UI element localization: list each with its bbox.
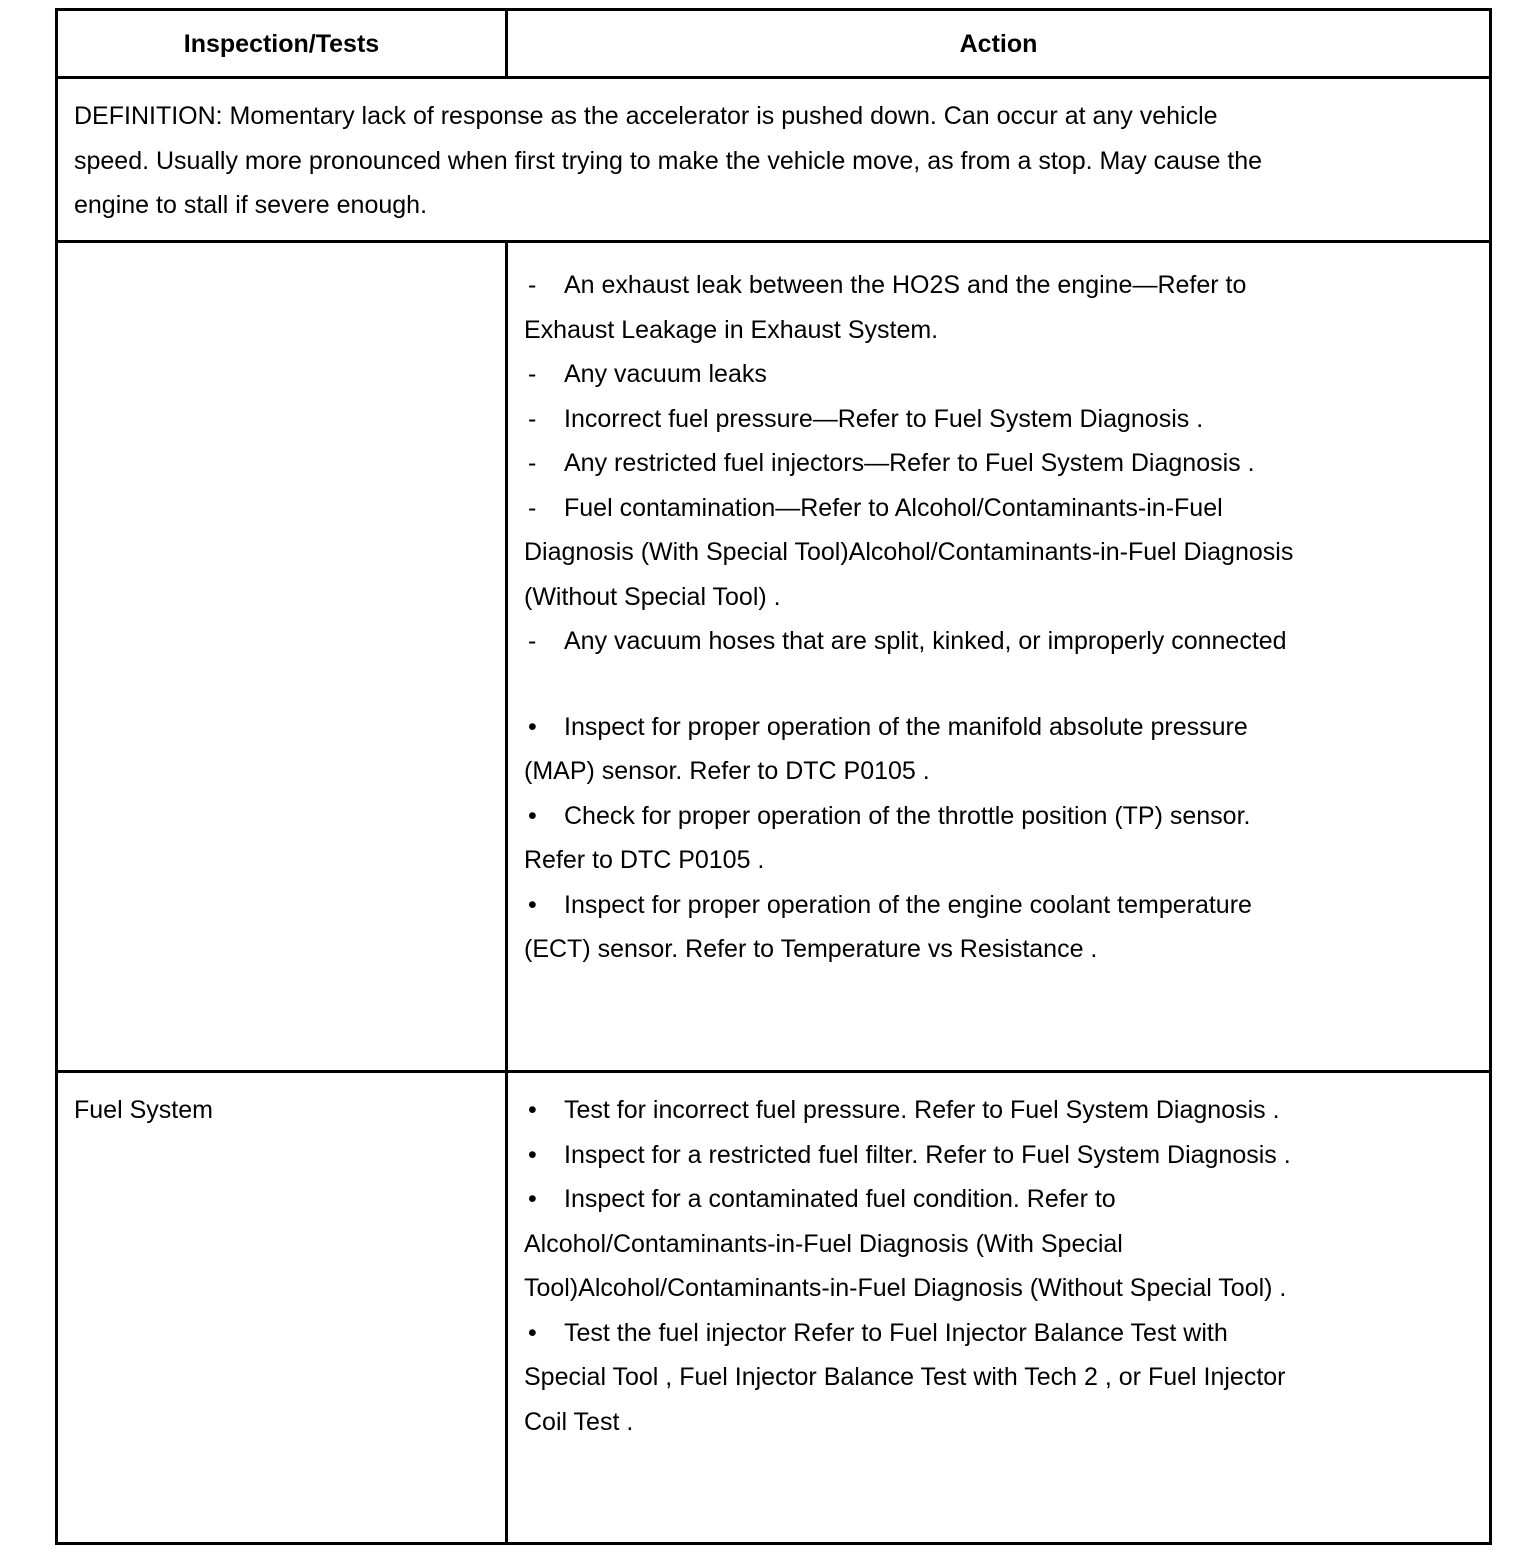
group-gap: [524, 664, 1293, 705]
row-divider: [56, 1070, 1492, 1073]
dash-marker: -: [528, 360, 537, 388]
action-line: [524, 838, 1293, 883]
action-text: Special Tool , Fuel Injector Balance Test with Tech 2 , or Fuel Injector: [524, 1363, 1286, 1391]
action-text: (ECT) sensor. Refer to Temperature vs Resistance .: [524, 935, 1098, 963]
row-2-inspection: Fuel System: [74, 1096, 213, 1124]
action-text: Incorrect fuel pressure—Refer to Fuel System Diagnosis .: [564, 404, 1204, 433]
action-text: Any vacuum hoses that are split, kinked, or improperly connected: [564, 627, 1287, 655]
table-border-right: [1489, 8, 1492, 1545]
row-1-action: [524, 263, 1293, 972]
bullet-icon: •: [528, 1185, 537, 1213]
action-line: [524, 1311, 1291, 1356]
action-line: [524, 1355, 1291, 1400]
action-line: [524, 883, 1293, 928]
action-text: Check for proper operation of the throttle position (TP) sensor.: [564, 801, 1251, 830]
action-text: Tool)Alcohol/Contaminants-in-Fuel Diagnosis (Without Special Tool) .: [524, 1274, 1287, 1302]
action-line: [524, 530, 1293, 575]
bullet-icon: •: [528, 1318, 537, 1347]
action-text: Test the fuel injector Refer to Fuel Injector Balance Test with: [564, 1318, 1228, 1347]
action-line: [524, 927, 1293, 972]
action-line: [524, 397, 1293, 442]
bullet-icon: •: [528, 1096, 537, 1124]
action-text: An exhaust leak between the HO2S and the engine—Refer to: [564, 271, 1247, 299]
action-text: Inspect for a contaminated fuel condition. Refer to: [564, 1185, 1116, 1213]
action-line: [524, 749, 1293, 794]
dash-marker: -: [528, 404, 537, 433]
action-line: [524, 1088, 1291, 1133]
definition-line: engine to stall if severe enough.: [74, 191, 428, 219]
action-line: [524, 486, 1293, 531]
action-line: [524, 575, 1293, 620]
dash-marker: -: [528, 449, 537, 477]
table-border-bottom: [56, 1542, 1492, 1545]
row-2-action: [524, 1088, 1291, 1444]
action-line: [524, 441, 1293, 486]
bullet-icon: •: [528, 890, 537, 919]
action-text: Refer to DTC P0105 .: [524, 846, 765, 874]
action-text: Inspect for proper operation of the manifold absolute pressure: [564, 712, 1248, 741]
bullet-icon: •: [528, 712, 537, 741]
action-line: [524, 1133, 1291, 1178]
action-line: [524, 263, 1293, 308]
dash-marker: -: [528, 493, 537, 522]
definition-divider: [56, 240, 1492, 243]
action-line: [524, 1400, 1291, 1445]
action-text: Any restricted fuel injectors—Refer to Fuel System Diagnosis .: [564, 449, 1255, 477]
action-line: [524, 352, 1293, 397]
header-action: Action: [959, 30, 1038, 58]
bullet-icon: •: [528, 801, 537, 830]
action-text: Diagnosis (With Special Tool)Alcohol/Contaminants-in-Fuel Diagnosis: [524, 538, 1294, 566]
dash-marker: -: [528, 271, 537, 299]
action-text: Alcohol/Contaminants-in-Fuel Diagnosis (With Special: [524, 1229, 1123, 1258]
action-line: [524, 308, 1293, 353]
action-line: [524, 794, 1293, 839]
header-inspection: Inspection/Tests: [183, 30, 380, 58]
table-border-left: [55, 8, 58, 1545]
action-text: (MAP) sensor. Refer to DTC P0105 .: [524, 757, 930, 785]
definition-text: [74, 94, 1262, 228]
action-text: Inspect for a restricted fuel filter. Refer to Fuel System Diagnosis .: [564, 1140, 1291, 1169]
dash-marker: -: [528, 627, 537, 655]
action-text: Fuel contamination—Refer to Alcohol/Contaminants-in-Fuel: [564, 493, 1223, 522]
action-line: [524, 619, 1293, 664]
action-line: [524, 1222, 1291, 1267]
action-text: Any vacuum leaks: [564, 360, 767, 388]
definition-line: speed. Usually more pronounced when first trying to make the vehicle move, as from a stop. May cause the: [74, 146, 1263, 175]
action-line: [524, 1177, 1291, 1222]
action-line: [524, 705, 1293, 750]
definition-line: DEFINITION: Momentary lack of response as the accelerator is pushed down. Can occur at any vehicle: [74, 102, 1218, 130]
action-line: [524, 1266, 1291, 1311]
column-divider: [505, 240, 508, 1545]
action-text: (Without Special Tool) .: [524, 582, 781, 611]
action-text: Exhaust Leakage in Exhaust System.: [524, 315, 939, 344]
action-text: Inspect for proper operation of the engine coolant temperature: [564, 890, 1252, 919]
action-text: Coil Test .: [524, 1407, 634, 1436]
action-text: Test for incorrect fuel pressure. Refer to Fuel System Diagnosis .: [564, 1096, 1280, 1124]
bullet-icon: •: [528, 1140, 537, 1169]
